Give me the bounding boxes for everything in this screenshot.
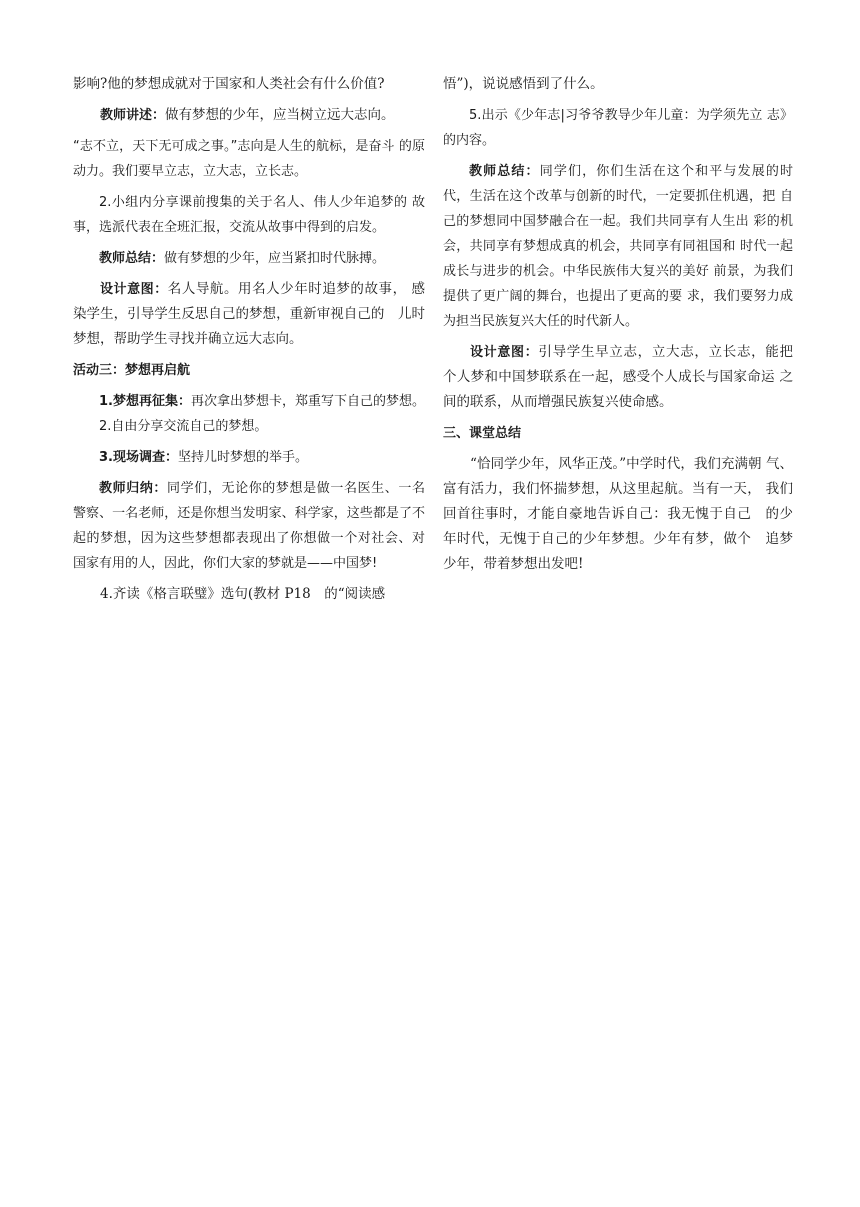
paragraph: 5.出示《少年志|习爷爷教导少年儿童：为学须先立 志》的内容。	[443, 108, 793, 148]
text: 做有梦想的少年，应当树立远大志向。	[165, 107, 395, 123]
left-column	[73, 72, 439, 613]
paragraph: 悟”)，说说感悟到了什么。	[443, 76, 604, 92]
text: 再次拿出梦想卡，郑重写下自己的梦想。 2.自由分享交流自己的梦想。	[99, 394, 425, 434]
paragraph: 影响?他的梦想成就对于国家和人类社会有什么价值?	[73, 76, 385, 92]
label: 设计意图：	[100, 282, 168, 297]
label: 教师归纳：	[99, 481, 168, 496]
paragraph	[443, 340, 793, 415]
paragraph: “志不立，天下无可成之事。”志向是人生的航标，是奋斗 的原动力。我们要早立志，立大志，立长志。	[73, 139, 425, 179]
paragraph	[73, 389, 425, 439]
paragraph: 4.齐读《格言联璧》选句(教材 P18 的“阅读感	[100, 586, 386, 602]
paragraph: 2.小组内分享课前搜集的关于名人、伟人少年追梦的 故事，选派代表在全班汇报，交流从故事中得到的启发。	[73, 195, 425, 235]
text: 同学们，无论你的梦想是做一名医生、一名 警察、一名老师，还是你想当发明家、科学家，这些都是了不 起的梦想，因为这些梦想都表现出了你想做一个对社会、对 国家有用的人，因此，你们大家的梦就是——中国梦!	[73, 481, 439, 571]
paragraph	[73, 103, 425, 128]
label: 教师总结：	[469, 164, 540, 179]
paragraph	[73, 445, 425, 470]
paragraph: “恰同学少年，风华正茂。”中学时代，我们充满朝 气、富有活力，我们怀揣梦想，从这里起航。当有一天， 我们回首往事时，才能自豪地告诉自己：我无愧于自己 的少年时代，无愧于自己的少年梦想。少年有梦，做个 追梦少年，带着梦想出发吧!	[443, 456, 793, 572]
section-heading: 三、课堂总结	[443, 426, 522, 441]
label: 3.现场调查：	[99, 450, 178, 465]
paragraph	[443, 159, 793, 334]
text: 名人导航。用名人少年时追梦的故事， 感染学生，引导学生反思自己的梦想，重新审视自己的 儿时梦想，帮助学生寻找并确立远大志向。	[73, 281, 425, 347]
paragraph	[73, 277, 425, 352]
text: 同学们，你们生活在这个和平与发展的时 代，生活在这个改革与创新的时代，一定要抓住机遇，把 自己的梦想同中国梦融合在一起。我们共同享有人生出 彩的机会，共同享有梦想成真的机会，共同享有同祖国和 时代一起成长与进步的机会。中华民族伟大复兴的美好 前景，为我们提供了更广阔的舞台，也提出了更高的要 求，我们要努力成为担当民族复兴大任的时代新人。	[443, 164, 793, 329]
label: 设计意图：	[470, 345, 539, 360]
text: 坚持儿时梦想的举手。	[177, 450, 308, 465]
section-heading: 活动三：梦想再启航	[73, 363, 191, 378]
label: 教师讲述：	[100, 108, 166, 123]
paragraph	[73, 476, 439, 576]
label: 1.梦想再征集：	[99, 394, 191, 409]
text: 做有梦想的少年，应当紧扣时代脉搏。	[164, 251, 386, 266]
text: 引导学生早立志，立大志，立长志，能把 个人梦和中国梦联系在一起，感受个人成长与国家命运 之间的联系，从而增强民族复兴使命感。	[443, 344, 793, 410]
right-column	[443, 72, 793, 583]
paragraph	[73, 246, 425, 271]
label: 教师总结：	[99, 251, 165, 266]
